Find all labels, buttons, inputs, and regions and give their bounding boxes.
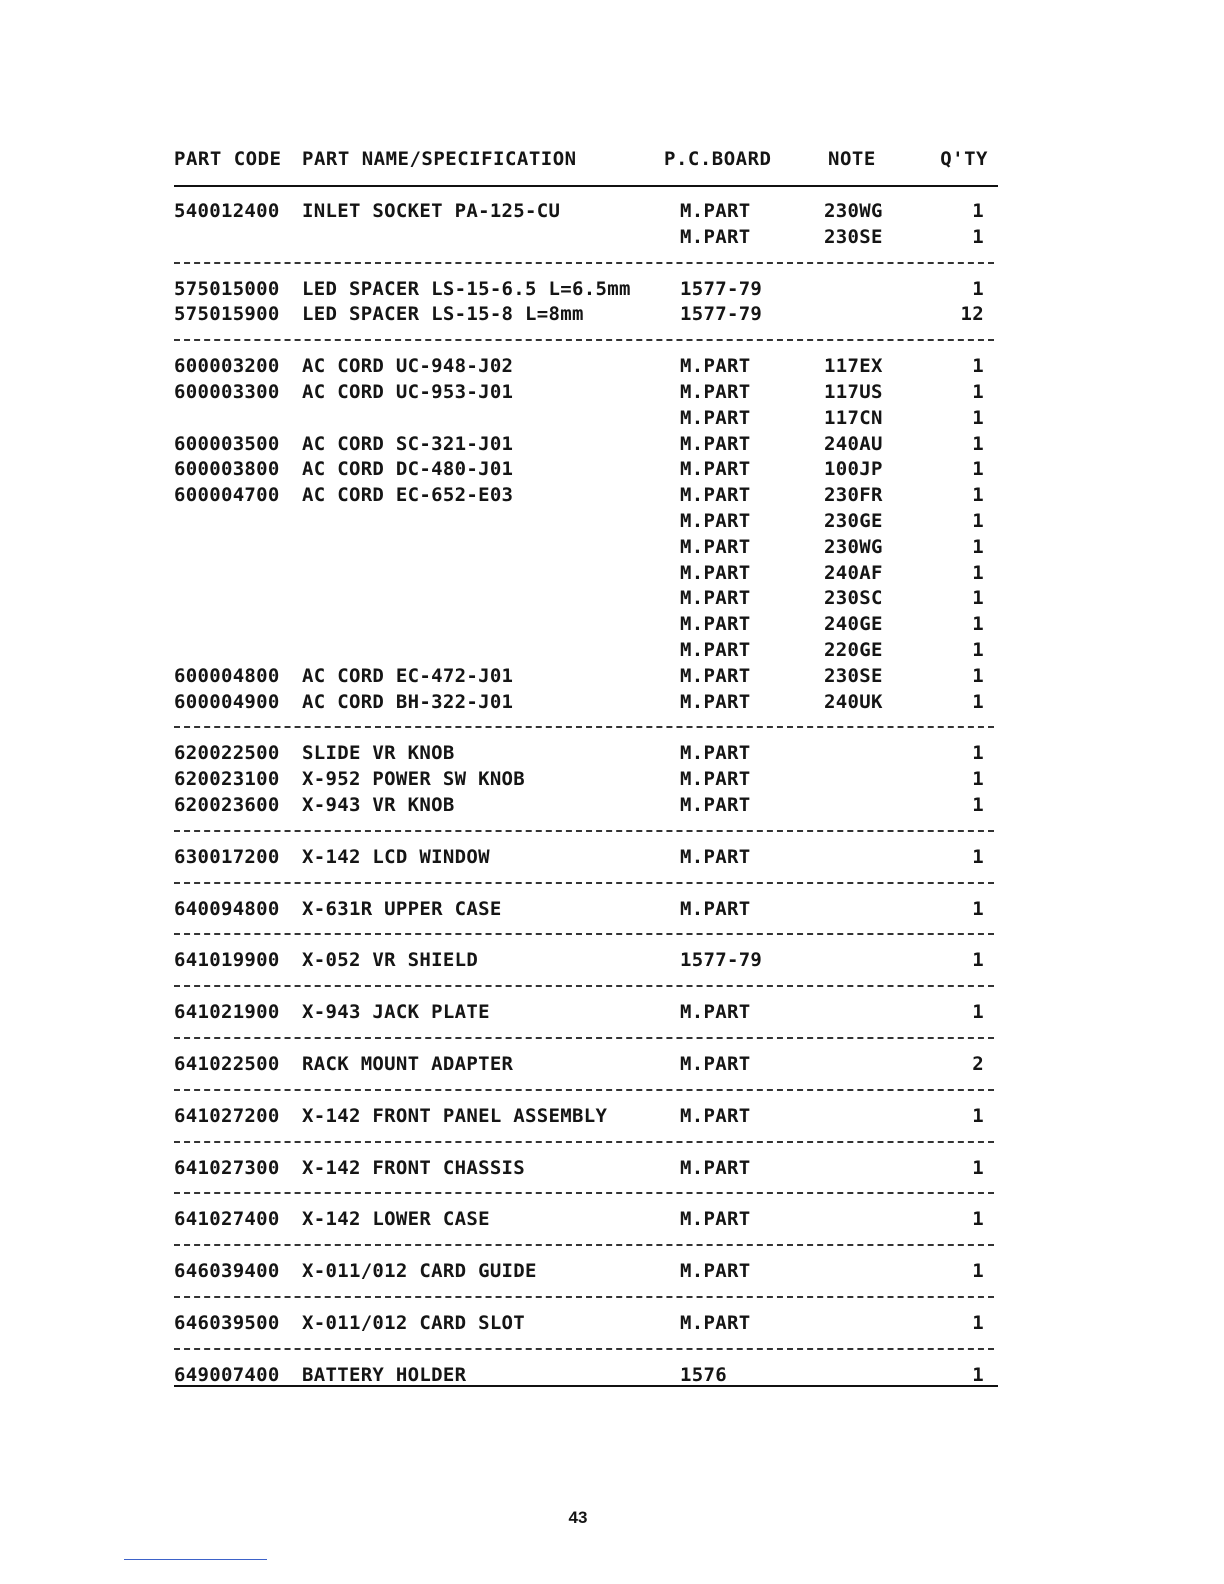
- qty-cell: 12: [960, 303, 984, 326]
- qty-cell: 1: [972, 793, 984, 816]
- part-group: [174, 278, 994, 330]
- table-row: [174, 536, 994, 562]
- header-part-code: PART CODE: [174, 148, 282, 170]
- qty-cell: 1: [972, 638, 984, 661]
- parts-table: [174, 200, 994, 1390]
- dashed-separator: [174, 923, 994, 949]
- dashed-separator: [174, 1131, 994, 1157]
- table-row: [174, 613, 994, 639]
- qty-cell: 1: [972, 690, 984, 713]
- part-name-cell: X-142 LCD WINDOW: [302, 845, 490, 868]
- table-row: [174, 794, 994, 820]
- pc-board-cell: M.PART: [680, 587, 751, 610]
- part-group: [174, 1312, 994, 1338]
- qty-cell: 1: [972, 1156, 984, 1179]
- pc-board-cell: M.PART: [680, 1311, 751, 1334]
- pc-board-cell: M.PART: [680, 793, 751, 816]
- qty-cell: 1: [972, 1363, 984, 1386]
- part-code-cell: 641027200: [174, 1104, 280, 1127]
- pc-board-cell: M.PART: [680, 1104, 751, 1127]
- dashed-separator: [174, 1234, 994, 1260]
- part-code-cell: 646039500: [174, 1311, 280, 1334]
- table-row: [174, 458, 994, 484]
- part-name-cell: RACK MOUNT ADAPTER: [302, 1052, 514, 1075]
- page-number: 43: [568, 1508, 588, 1527]
- table-header: [174, 148, 998, 174]
- part-code-cell: 575015900: [174, 303, 280, 326]
- qty-cell: 1: [972, 380, 984, 403]
- pc-board-cell: M.PART: [680, 406, 751, 429]
- qty-cell: 1: [972, 897, 984, 920]
- pc-board-cell: M.PART: [680, 380, 751, 403]
- pc-board-cell: 1577-79: [680, 949, 763, 972]
- qty-cell: 1: [972, 458, 984, 481]
- part-name-cell: AC CORD UC-953-J01: [302, 380, 514, 403]
- table-bottom-rule: [174, 1385, 998, 1387]
- qty-cell: 1: [972, 200, 984, 222]
- part-group: [174, 200, 994, 252]
- pc-board-cell: M.PART: [680, 742, 751, 765]
- note-cell: 230GE: [824, 509, 883, 532]
- part-name-cell: X-142 FRONT CHASSIS: [302, 1156, 526, 1179]
- part-group: [174, 1001, 994, 1027]
- note-cell: 100JP: [824, 458, 883, 481]
- pc-board-cell: M.PART: [680, 690, 751, 713]
- part-code-cell: 540012400: [174, 200, 280, 222]
- table-row: [174, 381, 994, 407]
- dashed-separator: [174, 1079, 994, 1105]
- qty-cell: 1: [972, 742, 984, 765]
- table-row: [174, 691, 994, 717]
- part-code-cell: 641027300: [174, 1156, 280, 1179]
- pc-board-cell: M.PART: [680, 561, 751, 584]
- part-code-cell: 600004700: [174, 484, 280, 507]
- part-code-cell: 641022500: [174, 1052, 280, 1075]
- part-group: [174, 1260, 994, 1286]
- table-row: [174, 1260, 994, 1286]
- note-cell: 240AU: [824, 432, 883, 455]
- dashed-separator: [174, 1338, 994, 1364]
- note-cell: 230WG: [824, 200, 883, 222]
- pc-board-cell: 1576: [680, 1363, 727, 1386]
- part-group: [174, 355, 994, 716]
- table-row: [174, 1053, 994, 1079]
- part-name-cell: AC CORD BH-322-J01: [302, 690, 514, 713]
- part-name-cell: X-142 FRONT PANEL ASSEMBLY: [302, 1104, 608, 1127]
- part-group: [174, 1053, 994, 1079]
- part-code-cell: 641021900: [174, 1001, 280, 1024]
- pc-board-cell: M.PART: [680, 664, 751, 687]
- qty-cell: 1: [972, 613, 984, 636]
- part-code-cell: 600003500: [174, 432, 280, 455]
- pc-board-cell: M.PART: [680, 1156, 751, 1179]
- part-code-cell: 641019900: [174, 949, 280, 972]
- part-code-cell: 575015000: [174, 277, 280, 300]
- qty-cell: 1: [972, 277, 984, 300]
- note-cell: 117EX: [824, 355, 883, 378]
- qty-cell: 1: [972, 587, 984, 610]
- dashed-separator: [174, 716, 994, 742]
- qty-cell: 1: [972, 432, 984, 455]
- qty-cell: 1: [972, 768, 984, 791]
- part-group: [174, 846, 994, 872]
- table-row: [174, 949, 994, 975]
- note-cell: 230FR: [824, 484, 883, 507]
- part-name-cell: LED SPACER LS-15-6.5 L=6.5mm: [302, 277, 631, 300]
- pc-board-cell: M.PART: [680, 200, 751, 222]
- part-code-cell: 600003800: [174, 458, 280, 481]
- table-row: [174, 665, 994, 691]
- table-row: [174, 226, 994, 252]
- note-cell: 240UK: [824, 690, 883, 713]
- pc-board-cell: M.PART: [680, 535, 751, 558]
- header-note: NOTE: [828, 148, 876, 170]
- part-name-cell: X-011/012 CARD SLOT: [302, 1311, 526, 1334]
- qty-cell: 2: [972, 1052, 984, 1075]
- note-cell: 117CN: [824, 406, 883, 429]
- part-name-cell: X-631R UPPER CASE: [302, 897, 502, 920]
- part-name-cell: INLET SOCKET PA-125-CU: [302, 200, 561, 222]
- dashed-separator: [174, 975, 994, 1001]
- table-row: [174, 484, 994, 510]
- table-row: [174, 303, 994, 329]
- note-cell: 240AF: [824, 561, 883, 584]
- note-cell: 220GE: [824, 638, 883, 661]
- table-row: [174, 587, 994, 613]
- pc-board-cell: M.PART: [680, 509, 751, 532]
- part-name-cell: SLIDE VR KNOB: [302, 742, 455, 765]
- pc-board-cell: M.PART: [680, 897, 751, 920]
- part-code-cell: 620022500: [174, 742, 280, 765]
- part-group: [174, 1208, 994, 1234]
- qty-cell: 1: [972, 664, 984, 687]
- note-cell: 230SE: [824, 664, 883, 687]
- part-code-cell: 600003300: [174, 380, 280, 403]
- pc-board-cell: M.PART: [680, 768, 751, 791]
- table-row: [174, 278, 994, 304]
- part-code-cell: 640094800: [174, 897, 280, 920]
- dashed-separator: [174, 1286, 994, 1312]
- header-qty: Q'TY: [940, 148, 988, 170]
- dashed-separator: [174, 252, 994, 278]
- pc-board-cell: M.PART: [680, 1052, 751, 1075]
- pc-board-cell: 1577-79: [680, 277, 763, 300]
- footer-divider: [124, 1559, 267, 1560]
- qty-cell: 1: [972, 535, 984, 558]
- qty-cell: 1: [972, 1260, 984, 1283]
- qty-cell: 1: [972, 1001, 984, 1024]
- table-row: [174, 639, 994, 665]
- table-row: [174, 1001, 994, 1027]
- qty-cell: 1: [972, 949, 984, 972]
- table-row: [174, 355, 994, 381]
- part-code-cell: 620023100: [174, 768, 280, 791]
- qty-cell: 1: [972, 1104, 984, 1127]
- part-code-cell: 641027400: [174, 1208, 280, 1231]
- table-row: [174, 407, 994, 433]
- pc-board-cell: M.PART: [680, 432, 751, 455]
- part-code-cell: 649007400: [174, 1363, 280, 1386]
- header-pc-board: P.C.BOARD: [664, 148, 772, 170]
- header-part-name: PART NAME/SPECIFICATION: [302, 148, 577, 170]
- part-name-cell: X-142 LOWER CASE: [302, 1208, 490, 1231]
- header-rule: [174, 185, 998, 187]
- table-row: [174, 898, 994, 924]
- part-group: [174, 898, 994, 924]
- part-name-cell: AC CORD EC-652-E03: [302, 484, 514, 507]
- qty-cell: 1: [972, 509, 984, 532]
- part-name-cell: X-952 POWER SW KNOB: [302, 768, 526, 791]
- qty-cell: 1: [972, 845, 984, 868]
- part-name-cell: AC CORD SC-321-J01: [302, 432, 514, 455]
- qty-cell: 1: [972, 355, 984, 378]
- part-name-cell: AC CORD UC-948-J02: [302, 355, 514, 378]
- qty-cell: 1: [972, 225, 984, 248]
- note-cell: 230WG: [824, 535, 883, 558]
- part-group: [174, 742, 994, 819]
- part-name-cell: BATTERY HOLDER: [302, 1363, 467, 1386]
- pc-board-cell: M.PART: [680, 355, 751, 378]
- table-row: [174, 510, 994, 536]
- pc-board-cell: M.PART: [680, 225, 751, 248]
- note-cell: 230SC: [824, 587, 883, 610]
- part-name-cell: X-011/012 CARD GUIDE: [302, 1260, 537, 1283]
- note-cell: 117US: [824, 380, 883, 403]
- note-cell: 230SE: [824, 225, 883, 248]
- part-name-cell: AC CORD EC-472-J01: [302, 664, 514, 687]
- pc-board-cell: 1577-79: [680, 303, 763, 326]
- table-row: [174, 742, 994, 768]
- table-row: [174, 768, 994, 794]
- part-group: [174, 1157, 994, 1183]
- table-row: [174, 433, 994, 459]
- part-code-cell: 620023600: [174, 793, 280, 816]
- table-row: [174, 1208, 994, 1234]
- part-group: [174, 949, 994, 975]
- pc-board-cell: M.PART: [680, 484, 751, 507]
- part-code-cell: 600003200: [174, 355, 280, 378]
- dashed-separator: [174, 1027, 994, 1053]
- pc-board-cell: M.PART: [680, 613, 751, 636]
- qty-cell: 1: [972, 1311, 984, 1334]
- note-cell: 240GE: [824, 613, 883, 636]
- pc-board-cell: M.PART: [680, 458, 751, 481]
- qty-cell: 1: [972, 1208, 984, 1231]
- part-code-cell: 630017200: [174, 845, 280, 868]
- part-name-cell: X-943 VR KNOB: [302, 793, 455, 816]
- dashed-separator: [174, 329, 994, 355]
- part-name-cell: AC CORD DC-480-J01: [302, 458, 514, 481]
- table-row: [174, 1105, 994, 1131]
- pc-board-cell: M.PART: [680, 1208, 751, 1231]
- pc-board-cell: M.PART: [680, 1001, 751, 1024]
- part-name-cell: LED SPACER LS-15-8 L=8mm: [302, 303, 584, 326]
- table-row: [174, 200, 994, 226]
- table-row: [174, 846, 994, 872]
- table-row: [174, 1157, 994, 1183]
- qty-cell: 1: [972, 406, 984, 429]
- part-code-cell: 600004800: [174, 664, 280, 687]
- table-row: [174, 562, 994, 588]
- pc-board-cell: M.PART: [680, 845, 751, 868]
- part-code-cell: 646039400: [174, 1260, 280, 1283]
- part-code-cell: 600004900: [174, 690, 280, 713]
- dashed-separator: [174, 872, 994, 898]
- table-row: [174, 1312, 994, 1338]
- part-group: [174, 1105, 994, 1131]
- part-name-cell: X-052 VR SHIELD: [302, 949, 479, 972]
- pc-board-cell: M.PART: [680, 638, 751, 661]
- pc-board-cell: M.PART: [680, 1260, 751, 1283]
- part-name-cell: X-943 JACK PLATE: [302, 1001, 490, 1024]
- dashed-separator: [174, 820, 994, 846]
- dashed-separator: [174, 1182, 994, 1208]
- qty-cell: 1: [972, 484, 984, 507]
- qty-cell: 1: [972, 561, 984, 584]
